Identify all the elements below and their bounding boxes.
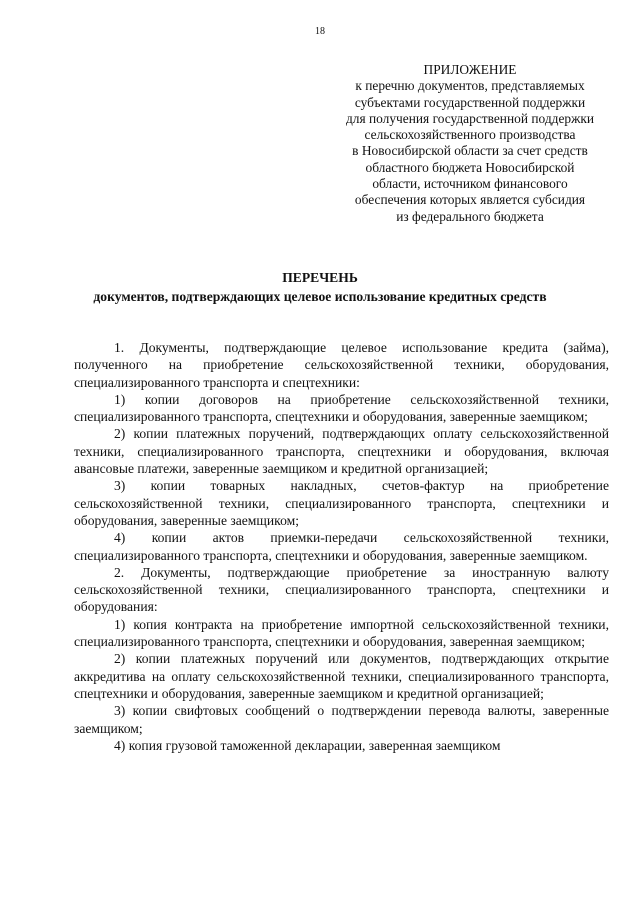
list-item: 2) копии платежных поручений или документов, подтверждающих открытие аккредитива на оплату сельскохозяйственной техники, специализированного транспорта, спецтехники и оборудования, заверенные заемщиком и кредитной организацией;: [74, 651, 609, 701]
list-item: 1) копии договоров на приобретение сельскохозяйственной техники, специализированного транспорта, спецтехники и оборудования, заверенные заемщиком;: [74, 391, 609, 425]
list-item: 2) копии платежных поручений, подтверждающих оплату сельскохозяйственной техники, специализированного транспорта, спецтехники и оборудования, включая авансовые платежи, заверенные заемщиком и кредитной организацией;: [74, 426, 609, 477]
page-number: 18: [315, 26, 325, 37]
list-item: 4) копии актов приемки-передачи сельскохозяйственной техники, специализированного транспорта, спецтехники и оборудования, заверенные заемщиком.: [74, 530, 609, 563]
list-item: 3) копии свифтовых сообщений о подтверждении перевода валюты, заверенные заемщиком;: [74, 703, 609, 736]
list-item: 1) копия контракта на приобретение импортной сельскохозяйственной техники, специализированного транспорта, спецтехники и оборудования, заверенная заемщиком;: [74, 616, 609, 650]
appendix-line: субъектами государственной поддержки: [354, 94, 586, 110]
list-item: 4) копия грузовой таможенной декларации, заверенная заемщиком: [114, 737, 501, 753]
document-subtitle: документов, подтверждающих целевое использование кредитных средств: [93, 289, 547, 304]
appendix-line: сельскохозяйственного производства: [364, 127, 576, 143]
appendix-line: в Новосибирской области за счет средств: [352, 143, 588, 159]
section-paragraph: 1. Документы, подтверждающие целевое использование кредита (займа), полученного на приобретение сельскохозяйственной техники, оборудования, специализированного транспорта и спецтехники:: [74, 340, 609, 390]
appendix-title: ПРИЛОЖЕНИЕ: [423, 62, 517, 77]
appendix-block: [315, 62, 625, 225]
document-body: [74, 339, 609, 754]
appendix-line: из федерального бюджета: [396, 208, 544, 224]
appendix-line: области, источником финансового: [372, 176, 568, 192]
appendix-line: к перечню документов, представляемых: [355, 78, 585, 94]
appendix-line: областного бюджета Новосибирской: [365, 159, 575, 175]
appendix-line: для получения государственной поддержки: [345, 110, 595, 126]
appendix-line: обеспечения которых является субсидия: [354, 192, 586, 208]
list-item: 3) копии товарных накладных, счетов-фактур на приобретение сельскохозяйственной техники, специализированного транспорта, спецтехники и оборудования, заверенные заемщиком;: [74, 478, 609, 528]
document-title: ПЕРЕЧЕНЬ: [282, 270, 358, 285]
section-paragraph: 2. Документы, подтверждающие приобретение за иностранную валюту сельскохозяйственной техники, специализированного транспорта, спецтехники и оборудования:: [74, 564, 609, 615]
